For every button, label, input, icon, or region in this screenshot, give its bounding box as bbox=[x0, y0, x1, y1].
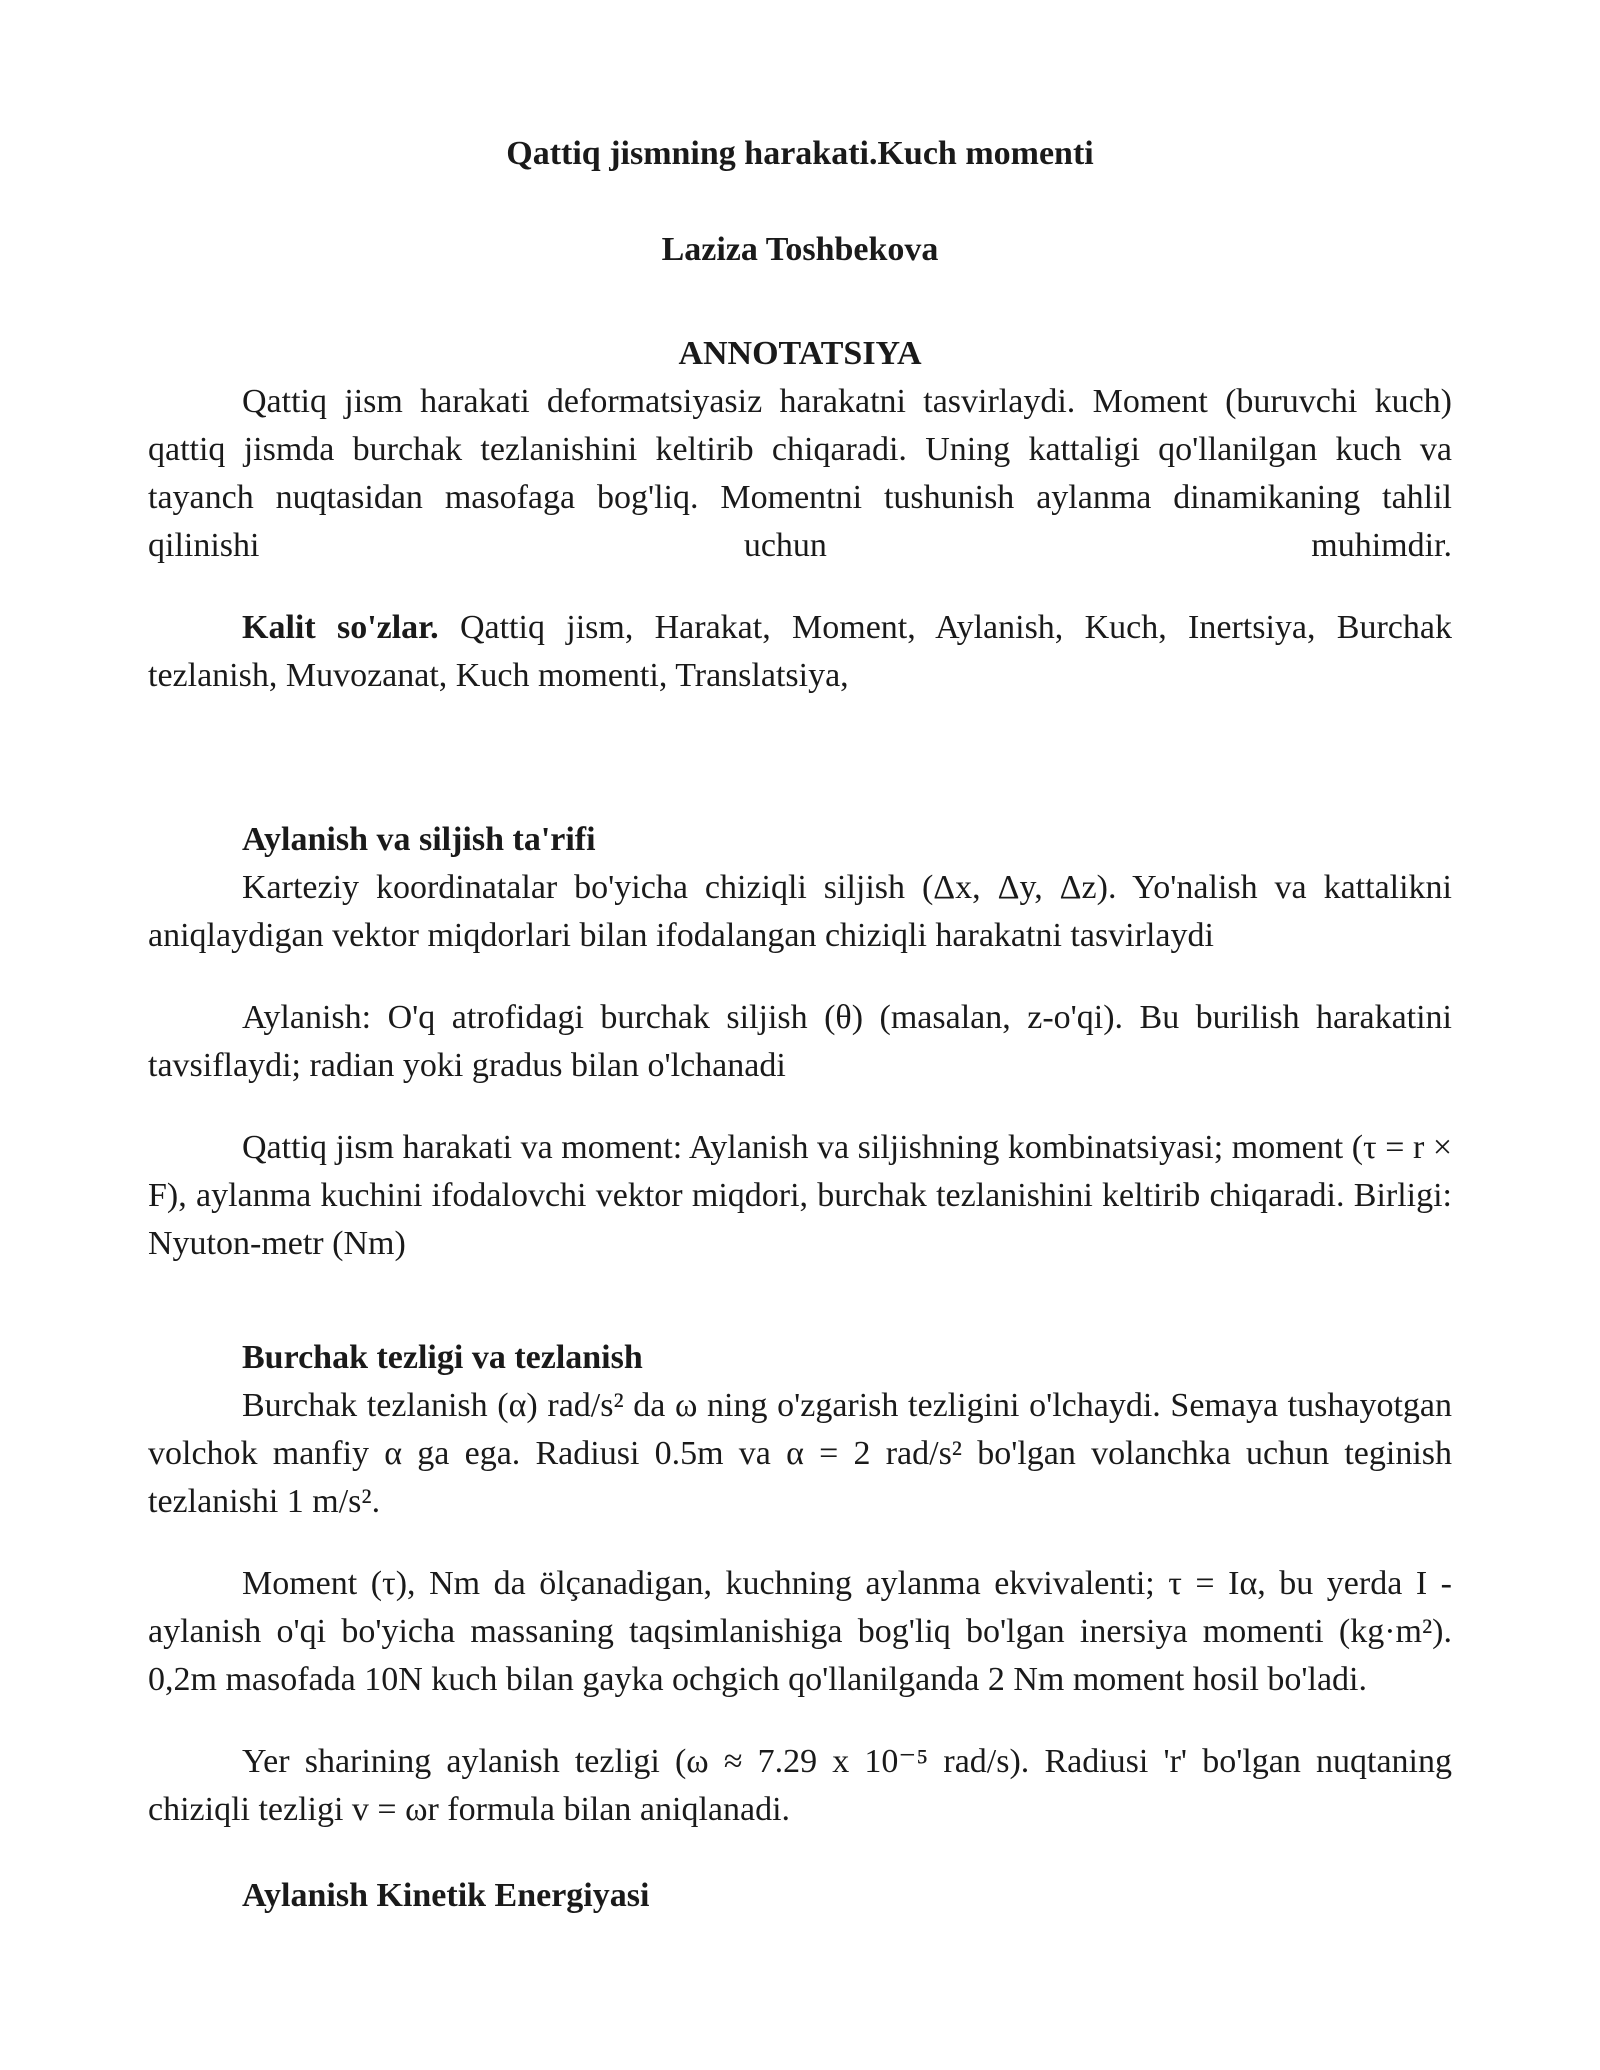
document-title: Qattiq jismning harakati.Kuch momenti bbox=[506, 135, 1094, 172]
section2-paragraph-1: Burchak tezlanish (α) rad/s² da ω ning o'zgarish tezligini o'lchaydi. Semaya tushayotgan volchok manfiy α ga ega. Radiusi 0.5m va α = 2 rad/s² bo'lgan volanchka uchun teginish tezlanishi 1 m/s². bbox=[148, 1387, 1452, 1520]
section1-paragraph-2: Aylanish: O'q atrofidagi burchak siljish (θ) (masalan, z-o'qi). Bu burilish harakatini tavsiflaydi; radian yoki gradus bilan o'lchanadi bbox=[148, 999, 1452, 1084]
document-page bbox=[148, 0, 1452, 1920]
section1-paragraph-3: Qattiq jism harakati va moment: Aylanish va siljishning kombinatsiyasi; moment (τ = r × F), aylanma kuchini ifodalovchi vektor miqdori, burchak tezlanishini keltirib chiqaradi. Birligi: Nyuton-metr (Nm) bbox=[148, 1129, 1452, 1262]
keywords-paragraph bbox=[148, 604, 1452, 700]
section1-paragraph-1: Karteziy koordinatalar bo'yicha chiziqli siljish (Δx, Δy, Δz). Yo'nalish va kattalikni aniqlaydigan vektor miqdorlari bilan ifodalangan chiziqli harakatni tasvirlaydi bbox=[148, 869, 1452, 954]
section2-paragraph-2: Moment (τ), Nm da ölçanadigan, kuchning aylanma ekvivalenti; τ = Iα, bu yerda I - aylanish o'qi bo'yicha massaning taqsimlanishiga bog'liq bo'lgan inersiya momenti (kg·m²). 0,2m masofada 10N kuch bilan gayka ochgich qo'llanilganda 2 Nm moment hosil bo'ladi. bbox=[148, 1565, 1452, 1698]
section2-paragraph-3: Yer sharining aylanish tezligi (ω ≈ 7.29 x 10⁻⁵ rad/s). Radiusi 'r' bo'lgan nuqtaning chiziqli tezligi v = ωr formula bilan aniqlanadi. bbox=[148, 1743, 1452, 1828]
section-heading-kinetic-energy: Aylanish Kinetik Energiyasi bbox=[242, 1877, 650, 1914]
section-heading-rotation-translation: Aylanish va siljish ta'rifi bbox=[242, 821, 596, 858]
author-name: Laziza Toshbekova bbox=[661, 231, 939, 268]
keywords-text: Qattiq jism, Harakat, Moment, Aylanish, Kuch, Inertsiya, Burchak tezlanish, Muvozanat, Kuch momenti, Translatsiya, bbox=[148, 609, 1452, 694]
section-heading-angular-velocity: Burchak tezligi va tezlanish bbox=[242, 1339, 643, 1376]
keywords-label: Kalit so'zlar. bbox=[242, 609, 439, 646]
annotation-heading: ANNOTATSIYA bbox=[678, 335, 922, 372]
annotation-text: Qattiq jism harakati deformatsiyasiz harakatni tasvirlaydi. Moment (buruvchi kuch) qattiq jismda burchak tezlanishini keltirib chiqaradi. Uning kattaligi qo'llanilgan kuch va tayanch nuqtasidan masofaga bog'liq. Momentni tushunish aylanma dinamikaning tahlil qilinishi uchun muhimdir. bbox=[148, 383, 1452, 564]
